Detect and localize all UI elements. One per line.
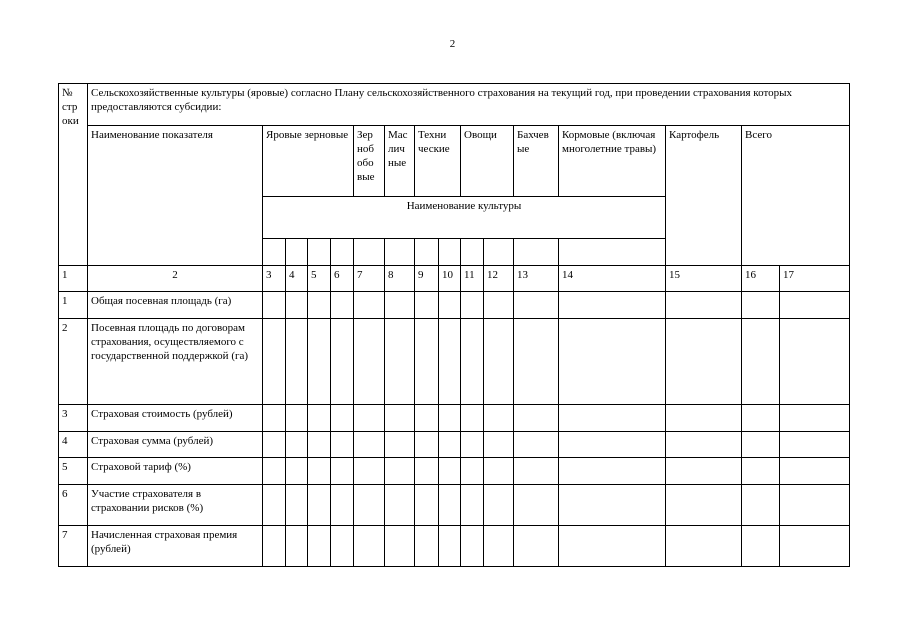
data-cell — [559, 432, 666, 458]
data-cell — [461, 319, 484, 405]
crop-name-cell — [514, 239, 559, 266]
data-cell — [263, 485, 286, 526]
row-number: 6 — [59, 485, 88, 526]
data-cell — [415, 432, 439, 458]
crop-group-melons: Бахчев ые — [514, 126, 559, 197]
row-number: 1 — [59, 292, 88, 319]
data-cell — [484, 405, 514, 432]
crop-name-cell — [331, 239, 354, 266]
data-cell — [666, 485, 742, 526]
data-cell — [331, 458, 354, 485]
data-cell — [484, 485, 514, 526]
crop-group-potato: Картофель — [666, 126, 742, 266]
data-cell — [415, 458, 439, 485]
crop-name-cell — [484, 239, 514, 266]
data-cell — [439, 292, 461, 319]
data-cell — [415, 405, 439, 432]
column-number: 8 — [385, 266, 415, 292]
data-cell — [286, 526, 308, 567]
data-cell — [559, 526, 666, 567]
data-cell — [263, 432, 286, 458]
data-cell — [484, 319, 514, 405]
data-cell — [559, 458, 666, 485]
row-number: 3 — [59, 405, 88, 432]
row-number: 5 — [59, 458, 88, 485]
data-cell — [742, 405, 780, 432]
indicator-name: Страховая стоимость (рублей) — [88, 405, 263, 432]
data-cell — [385, 319, 415, 405]
data-cell — [742, 432, 780, 458]
data-cell — [484, 432, 514, 458]
data-cell — [514, 458, 559, 485]
column-number: 2 — [88, 266, 263, 292]
data-cell — [385, 432, 415, 458]
crop-name-cell — [308, 239, 331, 266]
data-cell — [559, 319, 666, 405]
data-cell — [331, 405, 354, 432]
data-cell — [742, 485, 780, 526]
data-cell — [666, 405, 742, 432]
indicator-name: Посевная площадь по договорам страхования, осуществляемого с государственной поддержкой (га) — [88, 319, 263, 405]
table-title: Сельскохозяйственные культуры (яровые) согласно Плану сельскохозяйственного страхования на текущий год, при проведении страхования которых предоставляются субсидии: — [88, 84, 850, 126]
data-cell — [308, 292, 331, 319]
data-cell — [354, 485, 385, 526]
data-cell — [286, 485, 308, 526]
data-cell — [439, 319, 461, 405]
data-cell — [354, 526, 385, 567]
indicator-name: Страховая сумма (рублей) — [88, 432, 263, 458]
column-number: 3 — [263, 266, 286, 292]
data-cell — [385, 292, 415, 319]
data-cell — [415, 292, 439, 319]
data-cell — [286, 292, 308, 319]
data-cell — [354, 432, 385, 458]
data-cell — [461, 458, 484, 485]
data-cell — [461, 526, 484, 567]
data-cell — [439, 405, 461, 432]
crop-name-cell — [559, 239, 666, 266]
crop-group-vegetables: Овощи — [461, 126, 514, 197]
data-cell — [331, 432, 354, 458]
column-number: 10 — [439, 266, 461, 292]
column-number: 17 — [780, 266, 850, 292]
data-cell — [286, 458, 308, 485]
data-cell — [484, 292, 514, 319]
data-cell — [439, 485, 461, 526]
data-cell — [385, 485, 415, 526]
data-cell — [461, 292, 484, 319]
column-number: 13 — [514, 266, 559, 292]
crop-group-legumes: Зер ноб обо вые — [354, 126, 385, 197]
crop-group-spring-grain: Яровые зерновые — [263, 126, 354, 197]
crop-name-header: Наименование культуры — [263, 197, 666, 239]
data-cell — [354, 405, 385, 432]
data-cell — [742, 292, 780, 319]
column-number: 4 — [286, 266, 308, 292]
indicator-name: Участие страхователя в страховании рисков (%) — [88, 485, 263, 526]
data-cell — [354, 458, 385, 485]
indicator-name: Начисленная страховая премия (рублей) — [88, 526, 263, 567]
crop-group-technical: Техни ческие — [415, 126, 461, 197]
data-cell — [514, 405, 559, 432]
data-cell — [308, 319, 331, 405]
crop-name-cell — [439, 239, 461, 266]
data-cell — [559, 292, 666, 319]
data-cell — [308, 458, 331, 485]
data-cell — [331, 485, 354, 526]
data-cell — [780, 319, 850, 405]
column-number: 6 — [331, 266, 354, 292]
crop-name-cell — [354, 239, 385, 266]
indicator-name: Страховой тариф (%) — [88, 458, 263, 485]
column-number: 7 — [354, 266, 385, 292]
data-cell — [415, 526, 439, 567]
crop-group-total: Всего — [742, 126, 850, 266]
data-cell — [780, 292, 850, 319]
data-cell — [415, 485, 439, 526]
data-cell — [780, 432, 850, 458]
column-number: 9 — [415, 266, 439, 292]
indicator-name: Общая посевная площадь (га) — [88, 292, 263, 319]
data-cell — [780, 485, 850, 526]
crop-group-oilseeds: Мас лич ные — [385, 126, 415, 197]
column-number: 14 — [559, 266, 666, 292]
column-number: 12 — [484, 266, 514, 292]
crop-name-cell — [461, 239, 484, 266]
data-cell — [439, 526, 461, 567]
row-number: 4 — [59, 432, 88, 458]
crop-name-cell — [263, 239, 286, 266]
data-cell — [331, 319, 354, 405]
data-cell — [514, 485, 559, 526]
data-cell — [742, 458, 780, 485]
data-cell — [514, 319, 559, 405]
data-cell — [514, 432, 559, 458]
indicator-name-header: Наименование показателя — [88, 126, 263, 266]
data-cell — [263, 405, 286, 432]
data-cell — [461, 485, 484, 526]
data-cell — [439, 432, 461, 458]
data-cell — [286, 319, 308, 405]
data-cell — [666, 432, 742, 458]
data-cell — [484, 458, 514, 485]
data-cell — [263, 319, 286, 405]
column-number: 16 — [742, 266, 780, 292]
column-number: 5 — [308, 266, 331, 292]
data-cell — [308, 405, 331, 432]
data-cell — [514, 292, 559, 319]
data-cell — [286, 432, 308, 458]
data-cell — [385, 405, 415, 432]
data-cell — [514, 526, 559, 567]
data-cell — [331, 526, 354, 567]
data-cell — [415, 319, 439, 405]
data-cell — [461, 405, 484, 432]
data-cell — [385, 526, 415, 567]
row-number-header: № стр оки — [59, 84, 88, 266]
data-cell — [308, 432, 331, 458]
row-number: 2 — [59, 319, 88, 405]
data-cell — [666, 319, 742, 405]
data-cell — [263, 292, 286, 319]
data-cell — [742, 526, 780, 567]
column-number: 15 — [666, 266, 742, 292]
data-cell — [666, 458, 742, 485]
data-cell — [308, 526, 331, 567]
data-cell — [354, 319, 385, 405]
data-cell — [439, 458, 461, 485]
data-cell — [354, 292, 385, 319]
data-cell — [286, 405, 308, 432]
data-cell — [559, 485, 666, 526]
row-number: 7 — [59, 526, 88, 567]
data-cell — [780, 526, 850, 567]
data-cell — [331, 292, 354, 319]
data-cell — [263, 458, 286, 485]
crop-name-cell — [385, 239, 415, 266]
data-cell — [780, 405, 850, 432]
data-cell — [742, 319, 780, 405]
data-cell — [461, 432, 484, 458]
data-cell — [484, 526, 514, 567]
data-cell — [263, 526, 286, 567]
data-cell — [559, 405, 666, 432]
page-number: 2 — [449, 38, 456, 50]
data-cell — [385, 458, 415, 485]
crop-group-fodder: Кормовые (включая многолетние травы) — [559, 126, 666, 197]
subsidy-crops-table — [58, 83, 850, 567]
column-number: 11 — [461, 266, 484, 292]
data-cell — [666, 526, 742, 567]
column-number: 1 — [59, 266, 88, 292]
crop-name-cell — [415, 239, 439, 266]
data-cell — [780, 458, 850, 485]
data-cell — [666, 292, 742, 319]
data-cell — [308, 485, 331, 526]
crop-name-cell — [286, 239, 308, 266]
